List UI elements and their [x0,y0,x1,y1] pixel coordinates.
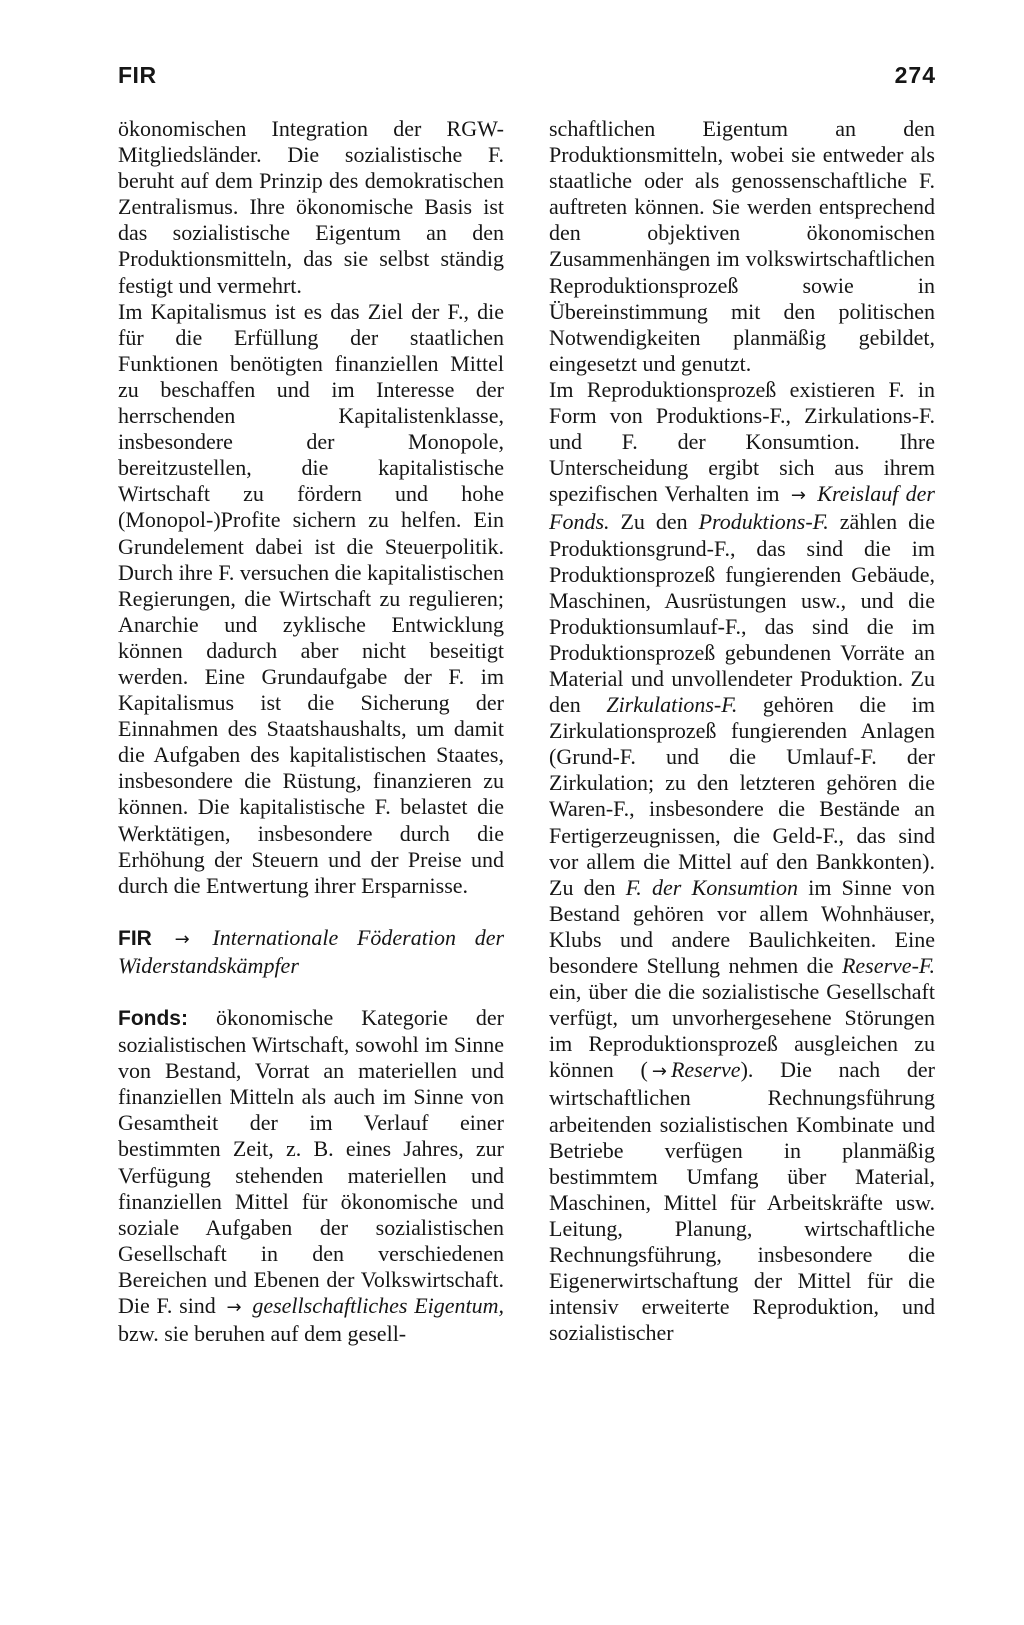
italic-term: F. der Konsumtion [625,874,798,900]
entry-text: bzw. sie beruhen auf dem gesell- [118,1321,407,1347]
paragraph [549,377,935,1346]
page-header [118,62,936,94]
dictionary-entry-fir [118,925,504,979]
right-column [549,116,935,1346]
text-run: ein, über die die sozialistische Gesellschaft verfügt, um unvorhergesehene Störungen im Reproduktionsprozeß ausgleichen zu können ( [549,979,935,1083]
cross-reference-arrow-icon: → [226,1297,242,1319]
entry-spacer [118,979,504,1005]
entry-spacer [118,899,504,925]
entry-text: ökonomische Kategorie der sozialistischen Wirtschaft, sowohl im Sinne von Bestand, Vorrat an materiellen und finanziellen Mitteln als auch im Sinne von Gesamtheit der im Verlauf einer bestimmten Zeit, z. B. eines Jahres, zur Verfügung stehenden materiellen und finanziellen Mittel für ökonomische und soziale Aufgaben der sozialistischen Gesellschaft in den verschiedenen Bereichen und Ebenen der Volkswirtschaft. Die F. sind [118,1005,505,1319]
italic-term: Zirkulations-F. [606,692,738,718]
cross-reference-link[interactable]: Internationale Föderation der Widerstandskämpfer [118,924,505,978]
cross-reference-link[interactable]: Reserve [670,1057,741,1083]
entry-term: FIR [118,926,152,950]
paragraph: schaftlichen Eigentum an den Produktionsmitteln, wobei sie entweder als staatliche oder als genossenschaftliche F. auftreten können. Sie werden entsprechend den objektiven ökonomischen Zusammenhängen im volkswirtschaftlichen Reproduktionsprozeß sowie in Übereinstimmung mit den politischen Notwendigkeiten planmäßig gebildet, eingesetzt und genutzt. [549,116,935,376]
text-run: ). Die nach der wirtschaftlichen Rechnungsführung arbeitenden sozialistischen Kombinate und Betriebe verfügen in planmäßig bestimmtem Umfang über Material, Maschinen, Mittel für Arbeitskräfte usw. Leitung, Planung, wirtschaftliche Rechnungsführung, insbesondere die Eigenerwirtschaftung der Mittel für die intensiv erweiterte Reproduktion, und sozialistischer [549,1057,935,1346]
text-run: gehören die im Zirkulationsprozeß fungierenden Anlagen (Grund-F. und die Umlauf-F. der Zirkulation; zu den letzteren gehören die Waren-F., insbesondere die Bestände an Fertigerzeugnissen, die Geld-F., das sind vor allem die Mittel auf den Bankkonten). Zu den [549,692,935,900]
page-number: 274 [894,62,936,88]
cross-reference-link[interactable]: Kreislauf der Fonds. [549,481,935,535]
text-run: Im Reproduktionsprozeß existieren F. in Form von Produktions-F., Zirkulations-F. und F. der Konsumtion. Ihre Unterscheidung ergibt sich aus ihrem spezifischen Verhalten im [549,376,935,507]
left-column [118,116,504,1347]
italic-term: Produktions-F. [698,509,829,535]
italic-term: Reserve-F. [841,953,936,978]
entry-term: Fonds: [118,1007,188,1030]
dictionary-entry-fonds [118,1005,504,1347]
cross-reference-link[interactable]: gesellschaftliches Eigentum, [252,1293,505,1319]
paragraph: ökonomischen Integration der RGW-Mitgliedsländer. Die sozialistische F. beruht auf dem Prinzip des demokratischen Zentralismus. Ihre ökonomische Basis ist das sozialistische Eigentum an den Produktionsmitteln, das sie selbst ständig festigt und vermehrt. [118,116,504,298]
text-run: im Sinne von Bestand gehören vor allem Wohnhäuser, Klubs und andere Baulichkeiten. Eine besondere Stellung nehmen die [549,874,936,978]
cross-reference-arrow-icon: → [790,485,806,507]
paragraph: Im Kapitalismus ist es das Ziel der F., die für die Erfüllung der staatlichen Funktionen benötigten finanziellen Mittel zu beschaffen und im Interesse der herrschenden Kapitalistenklasse, insbesondere der Monopole, bereitzustellen, die kapitalistische Wirtschaft zu fördern und hohe (Monopol-)Profite sichern zu helfen. Ein Grundelement dabei ist die Steuerpolitik. Durch ihre F. versuchen die kapitalistischen Regierungen, die Wirtschaft zu regulieren; Anarchie und zyklische Entwicklung können dadurch aber nicht beseitigt werden. Eine Grundaufgabe der F. im Kapitalismus ist die Sicherung der Einnahmen des Staatshaushalts, um damit die Aufgaben des kapitalistischen Staates, insbesondere die Rüstung, finanzieren zu können. Die kapitalistische F. belastet die Werktätigen, insbesondere durch die Erhöhung der Steuern und der Preise und durch die Entwertung ihrer Ersparnisse. [118,298,504,898]
cross-reference-arrow-icon: → [174,928,190,950]
header-keyword: FIR [118,62,157,88]
cross-reference-arrow-icon: → [651,1061,667,1083]
text-run: zählen die Produktionsgrund-F., das sind die im Produktionsprozeß fungierenden Gebäude, Maschinen, Ausrüstungen usw., und die Produktionsumlauf-F., das sind die im Produktionsprozeß gebundenen Vorräte an Material und unvollendeter Produktion. Zu den [549,509,935,718]
text-run: Zu den [620,509,688,535]
